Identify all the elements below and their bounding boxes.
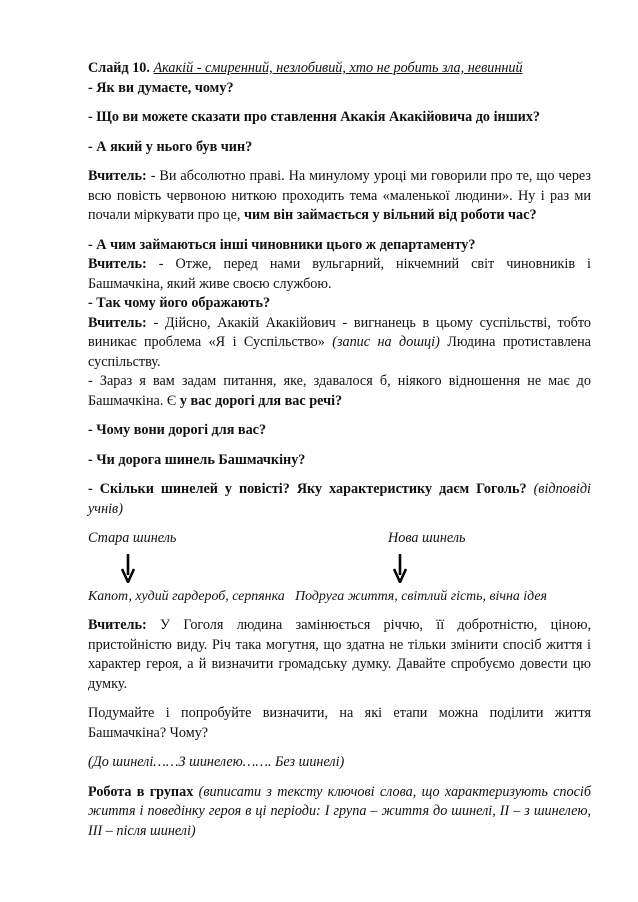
new-overcoat-description: Подруга життя, світлий гість, вічна ідея <box>295 588 547 604</box>
question-offend: - Так чому його ображають? <box>88 295 271 311</box>
teacher-remark-1: Вчитель: - Ви абсолютно праві. На минулому уроці ми говорили про те, що через всю повість червоною ниткою проходить тема «маленької людини». Ну і раз ми почали міркувати про це, чим він займається у вільний від роботи час? <box>88 168 591 223</box>
question-overcoat-dear: - Чи дорога шинель Башмачкіну? <box>88 451 306 468</box>
question-why-dear: - Чому вони дорогі для вас? <box>88 422 267 438</box>
overcoat-columns <box>88 529 591 549</box>
arrow-row <box>88 549 591 587</box>
group-work: Робота в групах (виписати з тексту ключові слова, що характеризують спосіб життя і поведінку героя в ці періоди: І група – життя до шинелі, ІІ – з шинелею, ІІІ – після шинелі) <box>88 783 591 839</box>
down-arrow-icon <box>120 553 136 583</box>
question-rank: - А який у нього був чин? <box>88 138 253 155</box>
question-why: - Як ви думаєте, чому? <box>88 79 234 96</box>
question-other-officials: - А чим займаються інші чиновники цього ж департаменту? <box>88 236 476 253</box>
teacher-remark-3: Вчитель: - Дійсно, Акакій Акакійович - вигнанець в цьому суспільстві, тобто виникає проблема «Я і Суспільство» (запис на дошці) Людина протиставлена суспільству. <box>88 314 591 370</box>
question-attitude: - Що ви можете сказати про ставлення Акакія Акакійовича до інших? <box>88 109 541 125</box>
old-overcoat-description: Капот, худий гардероб, серпянка <box>88 588 285 604</box>
overcoat-descriptions <box>88 587 591 607</box>
teacher-remark-4: Вчитель: У Гоголя людина замінюється річчю, її добротністю, ціною, пристойністю виду. Річ така могутня, що здатна не тільки змінити спосіб життя і характер героя, а й визначити громадську думку. Давайте спробуємо довести цю думку. <box>88 617 591 692</box>
teacher-remark-2: Вчитель: - Отже, перед нами вульгарний, нікчемний світ чиновників і Башмачкіна, який живе своєю службою. <box>88 256 591 292</box>
life-stages: (До шинелі……З шинелею……. Без шинелі) <box>88 754 345 770</box>
document-page <box>88 59 591 841</box>
new-overcoat-label: Нова шинель <box>388 530 466 546</box>
task-life-stages: Подумайте і попробуйте визначити, на які етапи можна поділити життя Башмачкіна? Чому? <box>88 705 591 741</box>
slide-title: Акакій - смиренний, незлобивий, хто не робить зла, невинний <box>153 60 523 76</box>
down-arrow-icon <box>392 553 408 583</box>
question-how-many-overcoats: - Скільки шинелей у повісті? Яку характеристику даєм Гоголь? (відповіді учнів) <box>88 481 591 517</box>
old-overcoat-label: Стара шинель <box>88 530 177 546</box>
slide-heading <box>88 59 591 79</box>
question-dear-things: - Зараз я вам задам питання, яке, здавалося б, ніякого відношення не має до Башмачкіна. Є у вас дорогі для вас речі? <box>88 373 591 409</box>
slide-label: Слайд 10. <box>88 60 150 76</box>
